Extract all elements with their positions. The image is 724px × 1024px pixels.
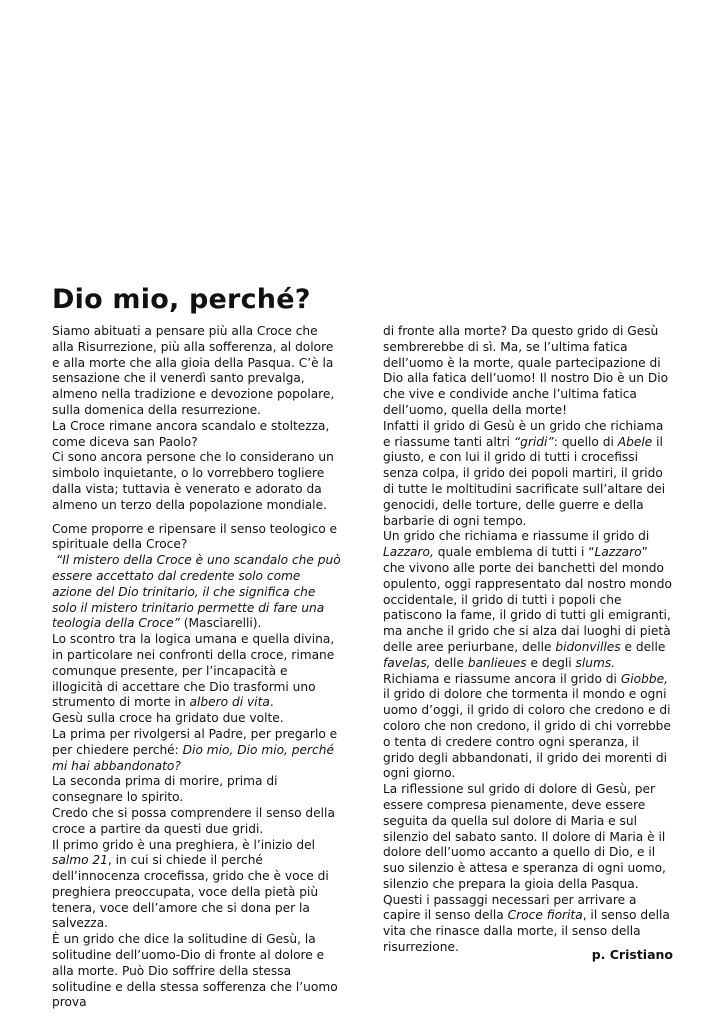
right-column <box>383 324 673 956</box>
left-column <box>52 324 342 1011</box>
emphasis: slums. <box>575 655 616 670</box>
text-span: delle <box>430 655 468 670</box>
emphasis: “gridi” <box>513 434 554 449</box>
quote-source: (Masciarelli). <box>179 616 262 631</box>
paragraph: Come proporre e ripensare il senso teologico e spirituale della Croce? <box>52 521 338 552</box>
text-span: Un grido che richiama e riassume il grido di <box>383 529 650 544</box>
paragraph <box>383 672 673 783</box>
paragraph: Credo che si possa comprendere il senso della croce a partire da questi due gridi. <box>52 805 335 836</box>
paragraph <box>383 529 673 671</box>
emphasis: Lazzaro, <box>383 545 434 560</box>
text-span: . <box>269 695 274 710</box>
text-span: Il primo grido è una preghiera, è l’inizio del <box>52 837 315 852</box>
emphasis: Dio mio, Dio mio, perché mi hai abbandonato? <box>52 742 334 773</box>
paragraph: di fronte alla morte? Da questo grido di Gesù sembrerebbe di sì. Ma, se l’ultima fatica dell’uomo è la morte, quale partecipazione di Dio alla fatica dell’uomo! Il nostro Dio è un Dio che vive e condivide anche l’ultima fatica dell’uomo, quella della morte! <box>383 324 669 417</box>
text-span: Lo scontro tra la logica umana e quella divina, in particolare nei confronti della croce, rimane comunque presente, per l’incapacità e illogicità di accettare che Dio trasformi uno strumento di morte in <box>52 632 335 710</box>
emphasis: Abele <box>617 434 653 449</box>
text-span: quale emblema di tutti i “ <box>433 545 595 560</box>
text-span: : quello di <box>553 434 618 449</box>
paragraph: La Croce rimane ancora scandalo e stoltezza, come diceva san Paolo? <box>52 418 330 449</box>
emphasis: Croce fiorita <box>507 908 583 923</box>
emphasis: albero di vita <box>189 695 270 710</box>
author-signature: p. Cristiano <box>591 947 673 962</box>
page-title: Dio mio, perché? <box>52 284 311 315</box>
text-span: ” che vivono alle porte dei banchetti del mondo opulento, oggi rappresentato dal nostro mondo occidentale, il grido di tutti i popoli che patiscono la fame, il grido di tutti gli emigranti, ma anche il grido che si alza dai luoghi di pietà delle aree periurbane, delle <box>383 545 672 654</box>
paragraph: È un grido che dice la solitudine di Gesù, la solitudine dell’uomo-Dio di fronte al dolore e alla morte. Può Dio soffrire della stessa solitudine e della stessa sofferenza che l’uomo prova <box>52 932 338 1010</box>
text-span: La prima per rivolgersi al Padre, per pregarlo e per chiedere perché: <box>52 726 338 757</box>
text-span: Infatti il grido di Gesù è un grido che richiama e riassume tanti altri <box>383 418 664 449</box>
emphasis: banlieues <box>467 655 527 670</box>
quote-paragraph <box>52 553 342 632</box>
paragraph <box>52 727 342 774</box>
text-span: Richiama e riassume ancora il grido di <box>383 671 621 686</box>
text-span: , il senso della vita che rinasce dalla morte, il senso della risurrezione. <box>383 908 670 955</box>
quote-text: “Il mistero della Croce è uno scandalo che può essere accettato dal credente solo come azione del Dio trinitario, il che significa che solo il mistero trinitario permette di fare una teologia della Croce” <box>52 553 341 631</box>
paragraph <box>52 632 342 711</box>
emphasis: Lazzaro <box>594 545 642 560</box>
text-span: il giusto, e con lui il grido di tutti i crocefissi senza colpa, il grido dei popoli martiri, il grido di tutte le moltitudini sacrificate sull’altare dei genocidi, delle torture, delle guerre e della barbarie di ogni tempo. <box>383 434 666 528</box>
text-span: Questi i passaggi necessari per arrivare a capire il senso della <box>383 892 637 923</box>
text-span: e delle <box>620 639 666 654</box>
paragraph <box>383 419 673 530</box>
emphasis: Giobbe, <box>620 671 668 686</box>
paragraph: Ci sono ancora persone che lo considerano un simbolo inquietante, o lo vorrebbero togliere dalla vista; tuttavia è venerato e adorato da almeno un terzo della popolazione mondiale. <box>52 450 334 512</box>
paragraph: La riflessione sul grido di dolore di Gesù, per essere compresa pienamente, deve essere seguita da quella sul dolore di Maria e sul silenzio del sabato santo. Il dolore di Maria è il dolore dell’uomo accanto a quello di Dio, e il suo silenzio è attesa e speranza di ogni uomo, silenzio che prepara la gioia della Pasqua. <box>383 782 666 891</box>
emphasis: bidonvilles <box>555 639 621 654</box>
text-span: e degli <box>526 655 576 670</box>
paragraph: Siamo abituati a pensare più alla Croce che alla Risurrezione, più alla sofferenza, al dolore e alla morte che alla gioia della Pasqua. C’è la sensazione che il venerdì santo prevalga, almeno nella tradizione e devozione popolare, sulla domenica della resurrezione. <box>52 324 335 417</box>
paragraph: Gesù sulla croce ha gridato due volte. <box>52 711 284 726</box>
emphasis: salmo 21 <box>52 853 108 868</box>
emphasis: favelas, <box>383 655 431 670</box>
paragraph <box>52 838 342 933</box>
text-span: , in cui si chiede il perché dell’innocenza crocefissa, grido che è voce di preghiera preoccupata, voce della pietà più tenera, voce dell’amore che si dona per la salvezza. <box>52 853 329 931</box>
paragraph: La seconda prima di morire, prima di consegnare lo spirito. <box>52 774 278 805</box>
text-span: il grido di dolore che tormenta il mondo e ogni uomo d’oggi, il grido di coloro che credono e di coloro che non credono, il grido di chi vorrebbe o tenta di credere contro ogni speranza, il grido degli abbandonati, il grido dei morenti di ogni giorno. <box>383 687 671 781</box>
